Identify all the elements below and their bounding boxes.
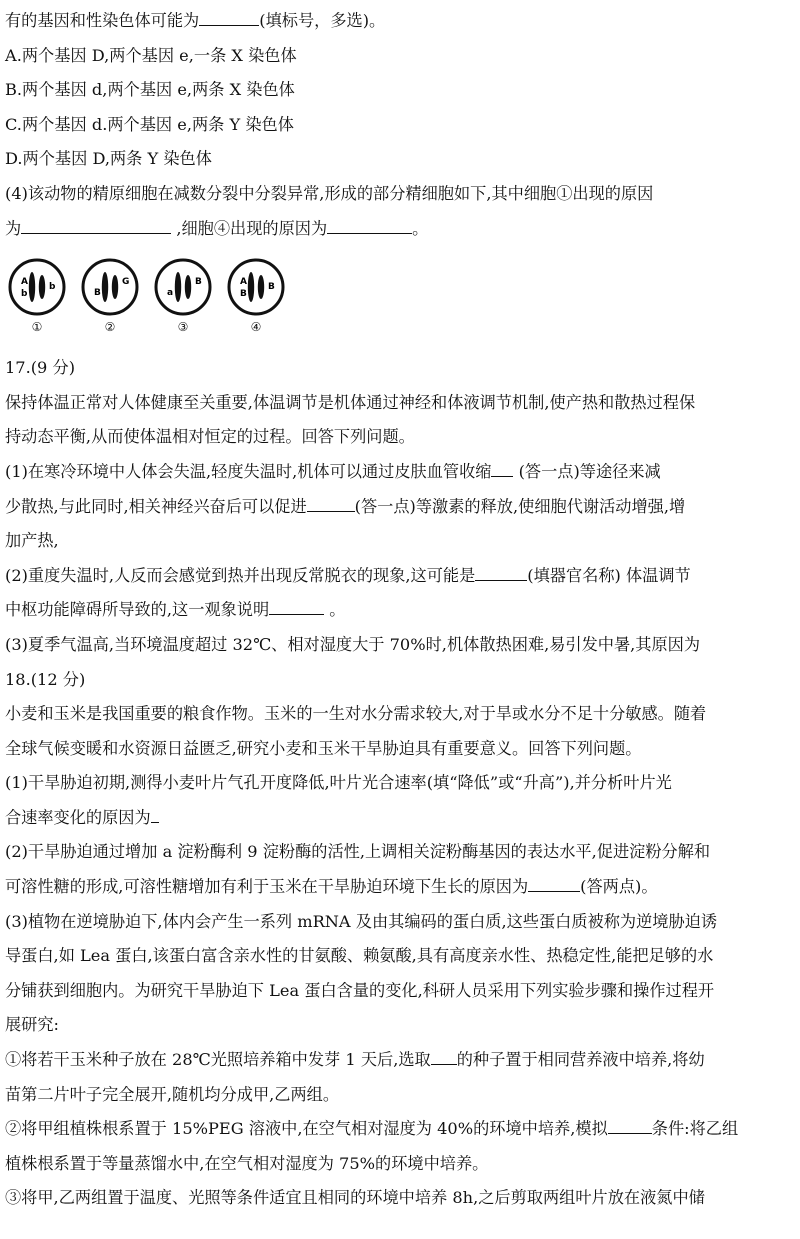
chromosome — [29, 272, 35, 302]
cells-svg — [8, 258, 308, 320]
text-line — [5, 1078, 795, 1113]
line-text: 小麦和玉米是我国重要的粮食作物。玉米的一生对水分需求较大,对于旱或水分不足十分敏感。随着 — [5, 704, 707, 724]
cell-number-label: ① — [31, 320, 43, 334]
line-text: (1)干旱胁迫初期,测得小麦叶片气孔开度降低,叶片光合速率(填“降低”或“升高”),并分析叶片光 — [5, 773, 672, 793]
line-text: (填标号，多选)。 — [259, 11, 386, 30]
line-text: ,细胞④出现的原因为 — [171, 218, 328, 238]
sperm-cell — [229, 260, 283, 314]
sperm-cells-figure — [8, 258, 308, 338]
sperm-cell — [156, 260, 210, 314]
answer-blank[interactable] — [475, 560, 527, 581]
gene-label: b — [49, 282, 56, 292]
answer-blank[interactable] — [21, 213, 171, 234]
gene-label: G — [122, 277, 130, 287]
line-text: 植株根系置于等量蒸馏水中,在空气相对湿度为 75%的环境中培养。 — [5, 1153, 489, 1173]
line-text: D.两个基因 D,两条 Y 染色体 — [5, 149, 212, 169]
gene-label: B — [268, 282, 275, 292]
line-text: 少散热,与此同时,相关神经兴奋后可以促进 — [5, 496, 307, 516]
text-line — [5, 801, 795, 836]
line-text: (3)植物在逆境胁迫下,体内会产生一系列 mRNA 及由其编码的蛋白质,这些蛋白质被称为逆境胁迫诱 — [5, 911, 718, 931]
line-text: ②将甲组植株根系置于 15%PEG 溶液中,在空气相对湿度为 40%的环境中培养,模拟 — [5, 1119, 608, 1139]
answer-blank[interactable] — [327, 213, 412, 234]
line-text: 保持体温正常对人体健康至关重要,体温调节是机体通过神经和体液调节机制,使产热和散热过程保 — [5, 392, 696, 412]
chromosome — [112, 275, 118, 299]
gene-label: B — [94, 288, 101, 298]
answer-blank[interactable] — [431, 1044, 457, 1065]
text-line — [5, 142, 795, 177]
gene-label: b — [21, 289, 28, 299]
text-line — [5, 351, 795, 386]
chromosome — [39, 275, 45, 299]
text-line — [5, 905, 795, 940]
text-line — [5, 177, 795, 212]
chromosome — [248, 272, 254, 302]
line-text: 导蛋白,如 Lea 蛋白,该蛋白富含亲水性的甘氨酸、赖氨酸,具有高度亲水性、热稳定性,能把足够的水 — [5, 946, 714, 966]
gene-label: a — [167, 288, 174, 298]
question-16-continuation — [5, 4, 795, 246]
line-text: (答一点)等途径来减 — [513, 461, 661, 481]
line-text: 为 — [5, 218, 22, 238]
cell-number-label: ④ — [250, 320, 262, 334]
line-text: ③将甲,乙两组置于温度、光照等条件适宜且相同的环境中培养 8h,之后剪取两组叶片放在液氮中储 — [5, 1188, 705, 1208]
text-line — [5, 455, 795, 490]
questions-17-18 — [5, 351, 795, 1216]
line-text: 中枢功能障碍所导致的,这一观象说明 — [5, 600, 270, 620]
text-line — [5, 1043, 795, 1078]
line-text: 苗第二片叶子完全展开,随机均分成甲,乙两组。 — [5, 1084, 340, 1104]
chromosome — [102, 272, 108, 302]
answer-blank[interactable] — [199, 5, 259, 26]
line-text: C.两个基因 d.两个基因 e,两条 Y 染色体 — [5, 114, 294, 134]
answer-blank[interactable] — [491, 456, 513, 477]
gene-label: B — [240, 289, 247, 299]
text-line — [5, 1181, 795, 1216]
text-line — [5, 39, 795, 74]
text-line — [5, 939, 795, 974]
cell-membrane — [10, 260, 64, 314]
line-text: 的种子置于相同营养液中培养,将幼 — [456, 1050, 705, 1070]
line-text: 全球气候变暖和水资源日益匮乏,研究小麦和玉米干旱胁迫具有重要意义。回答下列问题。 — [5, 738, 642, 758]
answer-blank[interactable] — [528, 871, 580, 892]
line-text: B.两个基因 d,两个基因 e,两条 X 染色体 — [5, 80, 295, 100]
text-line — [5, 108, 795, 143]
line-text: 条件:将乙组 — [651, 1119, 739, 1139]
line-text: 有的基因和性染色体可能为 — [5, 11, 200, 30]
text-line — [5, 386, 795, 421]
text-line — [5, 766, 795, 801]
line-text: 加产热, — [5, 531, 59, 551]
line-text: 可溶性糖的形成,可溶性糖增加有利于玉米在干旱胁迫环境下生长的原因为 — [5, 877, 529, 897]
text-line — [5, 1147, 795, 1182]
chromosome — [258, 275, 264, 299]
text-line — [5, 697, 795, 732]
text-line — [5, 73, 795, 108]
cell-membrane — [229, 260, 283, 314]
sperm-cell — [10, 260, 64, 314]
line-text: (3)夏季气温高,当环境温度超过 32℃、相对湿度大于 70%时,机体散热困难,易引发中暑,其原因为 — [5, 634, 701, 654]
answer-blank[interactable] — [269, 594, 324, 615]
text-line — [5, 559, 795, 594]
line-text: 18.(12 分) — [5, 669, 86, 689]
sperm-cell — [83, 260, 137, 314]
line-text: 。 — [412, 218, 429, 238]
line-text: 持动态平衡,从而使体温相对恒定的过程。回答下列问题。 — [5, 427, 415, 447]
line-text: 17.(9 分) — [5, 358, 76, 378]
text-line — [5, 628, 795, 663]
answer-blank[interactable] — [307, 491, 355, 512]
answer-blank[interactable] — [151, 802, 159, 823]
line-text: 展研究: — [5, 1015, 60, 1035]
text-line — [5, 490, 795, 525]
gene-label: B — [195, 277, 202, 287]
text-line — [5, 835, 795, 870]
answer-blank[interactable] — [608, 1113, 652, 1134]
text-line — [5, 870, 795, 905]
line-text: (4)该动物的精原细胞在减数分裂中分裂异常,形成的部分精细胞如下,其中细胞①出现的原因 — [5, 183, 654, 203]
line-text: (答两点)。 — [580, 877, 658, 897]
line-text: (1)在寒冷环境中人体会失温,轻度失温时,机体可以通过皮肤血管收缩 — [5, 461, 492, 481]
gene-label: A — [240, 277, 247, 287]
chromosome — [175, 272, 181, 302]
line-text: A.两个基因 D,两个基因 e,一条 X 染色体 — [5, 45, 297, 65]
text-line — [5, 663, 795, 698]
cell-membrane — [156, 260, 210, 314]
text-line — [5, 593, 795, 628]
line-text: (2)干旱胁迫通过增加 a 淀粉酶利 9 淀粉酶的活性,上调相关淀粉酶基因的表达水平,促进淀粉分解和 — [5, 842, 711, 862]
text-line — [5, 524, 795, 559]
line-text: 合速率变化的原因为 — [5, 807, 151, 827]
line-text: (答一点)等激素的释放,使细胞代谢活动增强,增 — [354, 496, 686, 516]
text-line — [5, 974, 795, 1009]
line-text: (2)重度失温时,人反而会感觉到热并出现反常脱衣的现象,这可能是 — [5, 565, 476, 585]
text-line — [5, 4, 795, 39]
text-line — [5, 732, 795, 767]
cell-number-label: ③ — [177, 320, 189, 334]
line-text: 。 — [324, 600, 346, 620]
line-text: 分铺获到细胞内。为研究干旱胁迫下 Lea 蛋白含量的变化,科研人员采用下列实验步骤和操作过程开 — [5, 980, 715, 1000]
text-line — [5, 420, 795, 455]
line-text: ①将若干玉米种子放在 28℃光照培养箱中发芽 1 天后,选取 — [5, 1050, 431, 1070]
text-line — [5, 212, 795, 247]
text-line — [5, 1112, 795, 1147]
cell-membrane — [83, 260, 137, 314]
chromosome — [185, 275, 191, 299]
cell-number-label: ② — [104, 320, 116, 334]
gene-label: A — [21, 277, 28, 287]
text-line — [5, 1008, 795, 1043]
line-text: (填器官名称) 体温调节 — [527, 565, 691, 585]
exam-page — [5, 4, 795, 1216]
